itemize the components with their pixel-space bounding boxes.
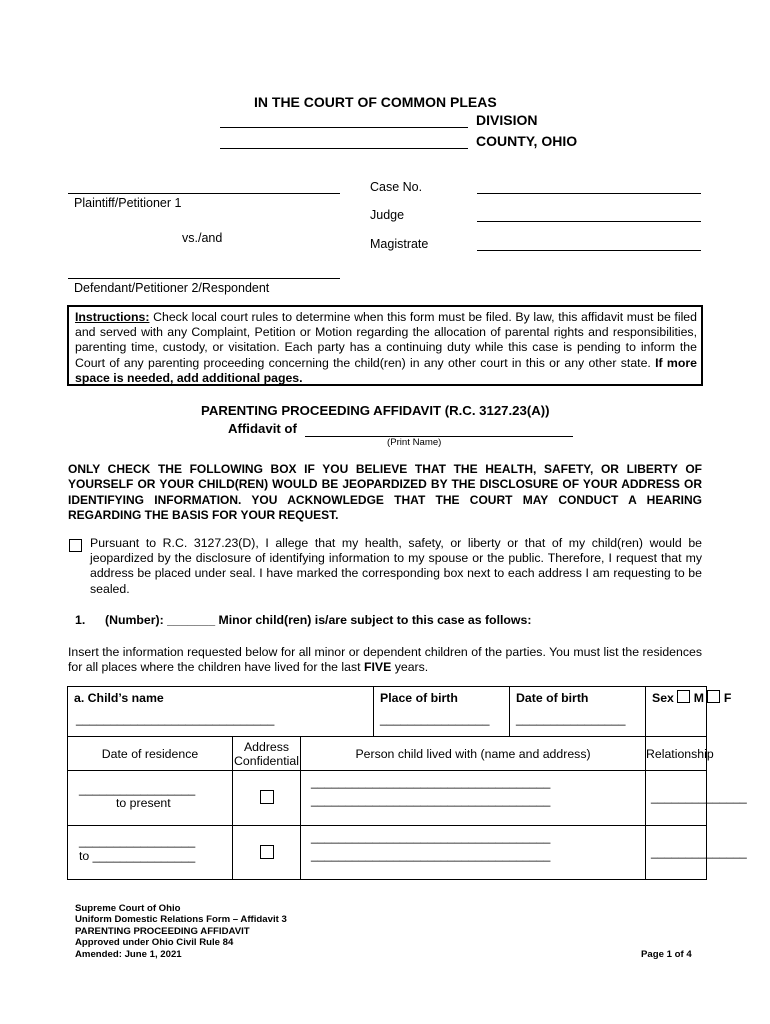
- row2-confidential-cell: [233, 826, 301, 880]
- col-date-of-residence: [68, 737, 233, 771]
- row1-person-cell[interactable]: [301, 771, 646, 826]
- division-blank[interactable]: [220, 127, 468, 128]
- page-number: Page 1 of 4: [641, 949, 692, 960]
- row1-to-present: to present: [116, 796, 171, 810]
- versus-label: vs./and: [182, 231, 223, 245]
- col-relationship-label: Relationship: [646, 746, 714, 761]
- col-relationship: [646, 737, 714, 771]
- instructions-heading: Instructions:: [75, 310, 150, 324]
- sex-cell: [646, 687, 732, 737]
- affidavit-title: PARENTING PROCEEDING AFFIDAVIT (R.C. 3127.23(A)): [201, 403, 550, 418]
- row2-person-blank-2[interactable]: ___________________________________: [311, 848, 551, 862]
- child-name-label: a. Child’s name: [74, 691, 164, 705]
- defendant-blank[interactable]: [68, 278, 340, 279]
- seal-request-text: Pursuant to R.C. 3127.23(D), I allege that my health, safety, or liberty or that of my child(ren) would be jeopardized by the disclosure of identifying information to my spouse or the public. Therefore, I request that my address be placed under seal. I have marked the corresponding box next to each address I am requesting to be sealed.: [90, 536, 702, 596]
- instructions-box: [67, 305, 703, 386]
- child-name-blank[interactable]: _____________________________: [76, 712, 275, 726]
- magistrate-blank[interactable]: [477, 250, 701, 251]
- child-name-cell[interactable]: [68, 687, 374, 737]
- insert-info-text: [68, 645, 702, 675]
- row2-to[interactable]: to _______________: [79, 849, 196, 863]
- item1-text: (Number): _______ Minor child(ren) is/are subject to this case as follows:: [105, 613, 532, 627]
- judge-label: Judge: [370, 208, 405, 222]
- row1-date-cell[interactable]: [68, 771, 233, 826]
- plaintiff-label: Plaintiff/Petitioner 1: [74, 196, 182, 210]
- col-person-lived-with-label: Person child lived with (name and address): [355, 746, 591, 761]
- row1-person-blank-2[interactable]: ___________________________________: [311, 793, 551, 807]
- instructions-body: Check local court rules to determine when this form must be filed. By law, this affidavit must be filed and served with any Complaint, Petition or Motion regarding the allocation of parental rights and responsibilities, parenting time, custody, or visitation. Each party has a continuing duty while this case is pending to inform the Court of any parenting proceeding concerning the child(ren) in any other court in this or any other state.: [75, 310, 697, 370]
- child-table: [67, 686, 747, 880]
- row1-relationship-cell[interactable]: [646, 771, 747, 826]
- row1-confidential-checkbox[interactable]: [260, 790, 274, 804]
- place-of-birth-label: Place of birth: [380, 691, 458, 705]
- seal-request-checkbox[interactable]: [69, 539, 82, 552]
- row2-person-blank-1[interactable]: ___________________________________: [311, 830, 551, 844]
- case-no-blank[interactable]: [477, 193, 701, 194]
- place-of-birth-cell[interactable]: [374, 687, 510, 737]
- footer-line1: Supreme Court of Ohio: [75, 903, 181, 914]
- affidavit-of-label: Affidavit of: [228, 421, 297, 436]
- sex-male-label: M: [693, 691, 704, 705]
- defendant-label: Defendant/Petitioner 2/Respondent: [74, 281, 270, 295]
- row2-person-cell[interactable]: [301, 826, 646, 880]
- confidentiality-warning: ONLY CHECK THE FOLLOWING BOX IF YOU BELIEVE THAT THE HEALTH, SAFETY, OR LIBERTY OF YOURSELF OR YOUR CHILD(REN) WOULD BE JEOPARDIZED BY THE DISCLOSURE OF YOUR ADDRESS OR IDENTIFYING INFORMATION. YOU ACKNOWLEDGE THAT THE COURT MAY CONDUCT A HEARING REGARDING THE BASIS FOR YOUR REQUEST.: [68, 462, 702, 522]
- row1-confidential-cell: [233, 771, 301, 826]
- row2-confidential-checkbox[interactable]: [260, 845, 274, 859]
- date-of-birth-cell[interactable]: [510, 687, 646, 737]
- plaintiff-blank[interactable]: [68, 193, 340, 194]
- date-of-birth-label: Date of birth: [516, 691, 589, 705]
- col-date-of-residence-label: Date of residence: [101, 746, 199, 761]
- sex-female-label: F: [723, 691, 732, 705]
- col-address-confidential: [233, 737, 301, 771]
- footer-line5: Amended: June 1, 2021: [75, 948, 182, 960]
- print-name-caption: (Print Name): [387, 437, 442, 448]
- insert-info-tail: years.: [391, 660, 429, 675]
- row2-relationship-cell[interactable]: [646, 826, 747, 880]
- county-label: COUNTY, OHIO: [476, 133, 578, 149]
- instructions-bold-tail: If more space is needed, add additional pages.: [75, 355, 698, 385]
- insert-info-five: FIVE: [363, 660, 392, 675]
- place-of-birth-blank[interactable]: ________________: [380, 712, 490, 726]
- col-address-confidential-line2: Confidential: [234, 753, 299, 768]
- county-blank[interactable]: [220, 148, 468, 149]
- judge-blank[interactable]: [477, 221, 701, 222]
- case-no-label: Case No.: [370, 180, 423, 194]
- item1-number: 1.: [75, 613, 86, 627]
- magistrate-label: Magistrate: [370, 237, 429, 251]
- row1-date-blank[interactable]: _________________: [79, 782, 196, 796]
- col-person-lived-with: [301, 737, 646, 771]
- footer-block: [75, 903, 287, 960]
- sex-female-checkbox[interactable]: [707, 690, 720, 703]
- col-address-confidential-line1: Address: [243, 739, 290, 754]
- row2-date-cell[interactable]: [68, 826, 233, 880]
- court-title: IN THE COURT OF COMMON PLEAS: [254, 94, 497, 110]
- insert-info-body: Insert the information requested below for all minor or dependent children of the parties. You must list the residences for all places where the children have lived for the last: [68, 645, 702, 675]
- row1-relationship-blank[interactable]: ______________: [651, 790, 747, 804]
- footer-line3: PARENTING PROCEEDING AFFIDAVIT: [75, 925, 250, 937]
- instructions-text: [75, 310, 697, 386]
- row1-person-blank-1[interactable]: ___________________________________: [311, 775, 551, 789]
- row2-relationship-blank[interactable]: ______________: [651, 845, 747, 859]
- footer-line2: Uniform Domestic Relations Form – Affidavit 3: [75, 914, 287, 926]
- footer-line4: Approved under Ohio Civil Rule 84: [75, 937, 234, 949]
- row2-date-blank[interactable]: _________________: [79, 834, 196, 848]
- sex-male-checkbox[interactable]: [677, 690, 690, 703]
- sex-label: Sex: [652, 691, 674, 705]
- division-label: DIVISION: [476, 112, 538, 128]
- sex-options: [652, 690, 731, 705]
- date-of-birth-blank[interactable]: ________________: [516, 712, 626, 726]
